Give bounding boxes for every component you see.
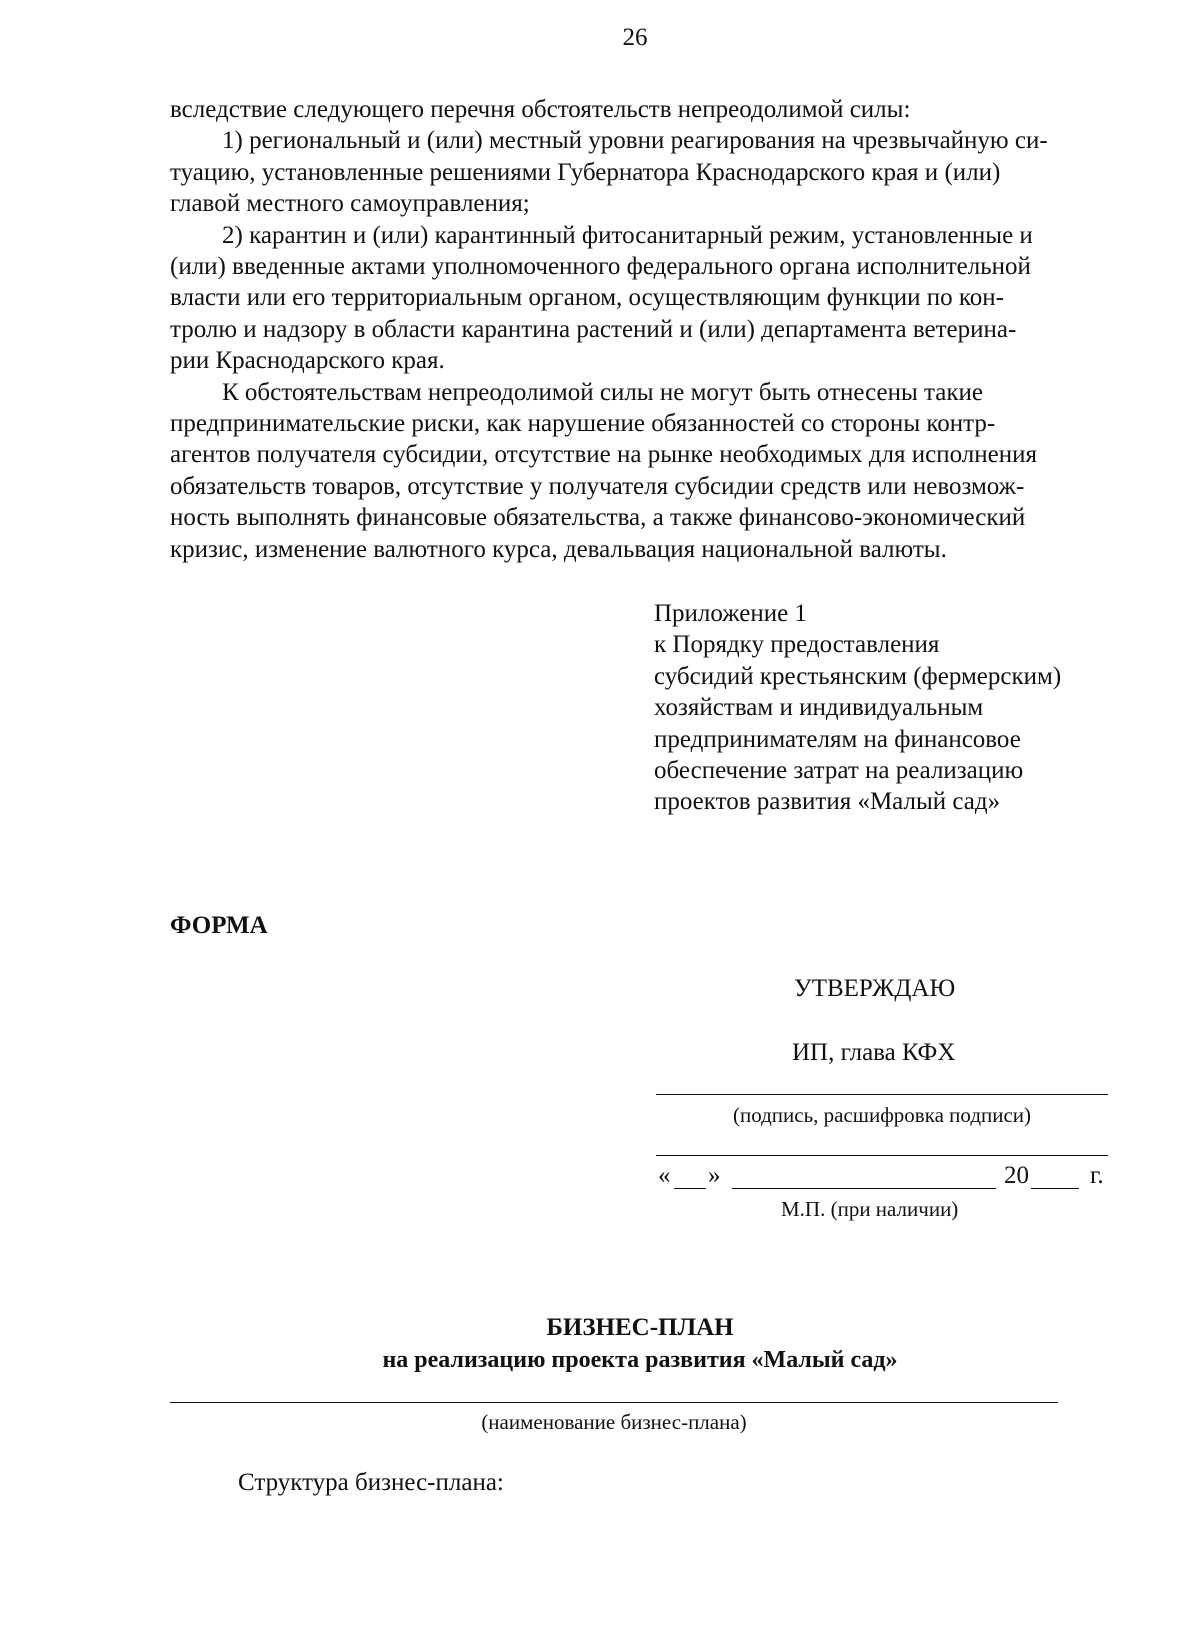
text-line: обязательств товаров, отсутствие у получателя субсидии средств или невозмож- — [170, 472, 1025, 500]
stamp-caption: М.П. (при наличии) — [781, 1197, 959, 1221]
appendix-line: субсидий крестьянским (фермерским) — [654, 662, 1062, 690]
date-close-quote: » — [708, 1162, 721, 1189]
approval-heading: УТВЕРЖДАЮ — [794, 975, 956, 1002]
business-plan-subtitle: на реализацию проекта развития «Малый сад» — [382, 1347, 898, 1373]
text-line: К обстоятельствам непреодолимой силы не могут быть отнесены такие — [222, 378, 983, 406]
plan-name-line — [170, 1402, 1058, 1403]
text-line: рии Краснодарского края. — [170, 347, 445, 375]
form-label: ФОРМА — [170, 912, 268, 939]
appendix-block — [654, 598, 1061, 818]
month-blank — [732, 1160, 996, 1189]
date-row — [656, 1160, 1108, 1196]
paragraph-intro — [170, 94, 1110, 125]
body-text — [170, 94, 1110, 565]
text-line: ность выполнять финансовые обязательства, а также финансово-экономический — [170, 504, 1026, 532]
appendix-line: обеспечение затрат на реализацию — [654, 757, 1024, 785]
appendix-line: предпринимателям на финансовое — [654, 725, 1021, 753]
text-line: 1) региональный и (или) местный уровни реагирования на чрезвычайную си- — [222, 127, 1048, 155]
day-blank — [674, 1160, 706, 1189]
appendix-line: к Порядку предоставления — [654, 631, 940, 659]
plan-name-caption: (наименование бизнес-плана) — [481, 1410, 747, 1434]
text-line: тролю и надзору в области карантина растений и (или) департамента ветерина- — [170, 315, 1017, 343]
paragraph-force-majeure — [170, 377, 1110, 565]
text-line: агентов получателя субсидии, отсутствие на рынке необходимых для исполнения — [170, 441, 1037, 469]
approver-role: ИП, глава КФХ — [792, 1039, 956, 1066]
year-prefix: 20 — [1004, 1162, 1029, 1189]
year-blank — [1031, 1160, 1079, 1189]
paragraph-item-2 — [170, 220, 1110, 377]
text-line: главой местного самоуправления; — [170, 190, 530, 218]
signature-line — [656, 1094, 1108, 1095]
appendix-line: проектов развития «Малый сад» — [654, 788, 1001, 816]
text-line: предпринимательские риски, как нарушение обязанностей со стороны контр- — [170, 410, 996, 438]
text-line: туацию, установленные решениями Губернатора Краснодарского края и (или) — [170, 158, 1001, 186]
year-suffix: г. — [1090, 1162, 1104, 1189]
paragraph-item-1 — [170, 125, 1110, 219]
text-line: 2) карантин и (или) карантинный фитосанитарный режим, установленные и — [222, 221, 1033, 249]
business-plan-title: БИЗНЕС-ПЛАН — [546, 1314, 734, 1341]
appendix-line: хозяйствам и индивидуальным — [654, 694, 984, 722]
text-line: вследствие следующего перечня обстоятельств непреодолимой силы: — [170, 96, 911, 123]
text-line: кризис, изменение валютного курса, девальвация национальной валюты. — [170, 535, 947, 563]
date-open-quote: « — [658, 1162, 671, 1189]
text-line: (или) введенные актами уполномоченного федерального органа исполнительной — [170, 253, 1031, 281]
appendix-line: Приложение 1 — [654, 600, 807, 627]
structure-label: Структура бизнес-плана: — [238, 1469, 504, 1496]
page-number: 26 — [622, 24, 648, 51]
signature-caption: (подпись, расшифровка подписи) — [732, 1103, 1032, 1127]
text-line: власти или его территориальным органом, осуществляющим функции по кон- — [170, 284, 1004, 312]
signature-line-2 — [656, 1155, 1108, 1156]
